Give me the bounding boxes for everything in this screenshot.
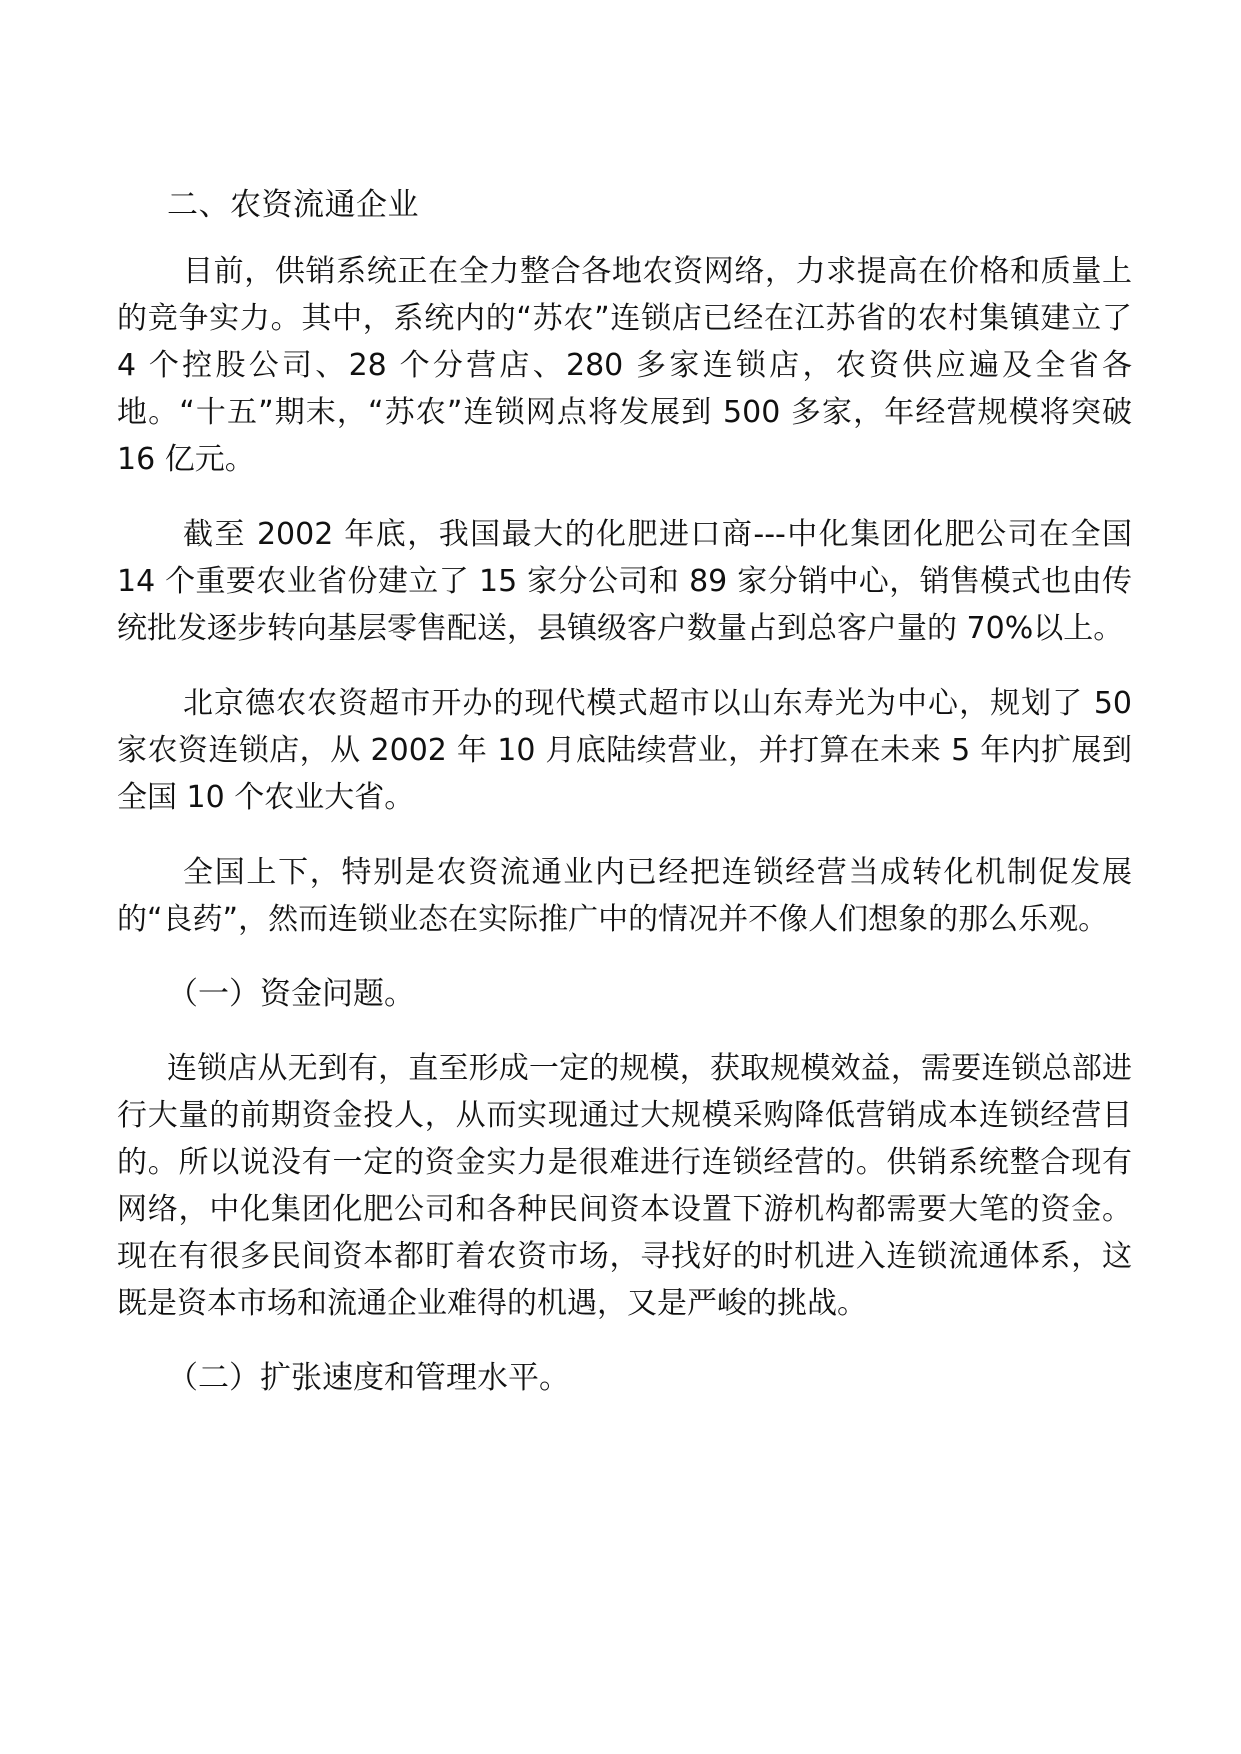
paragraph-chain-outlook: 全国上下，特别是农资流通业内已经把连锁经营当成转化机制促发展的“良药”，然而连锁业态在实际推广中的情况并不像人们想象的那么乐观。 <box>117 855 1132 937</box>
paragraph-sunong-chain: 目前，供销系统正在全力整合各地农资网络，力求提高在价格和质量上的竞争实力。其中，系统内的“苏农”连锁店已经在江苏省的农村集镇建立了 4 个控股公司、28 个分营店、280 多家连锁店，农资供应遍及全省各地。“十五”期末，“苏农”连锁网点将发展到 500 多家，年经营规模将突破 16 亿元。 <box>117 254 1132 477</box>
subsection-expansion-title: （二）扩张速度和管理水平。 <box>167 1360 570 1396</box>
paragraph-sinochem-fertilizer: 截至 2002 年底，我国最大的化肥进口商---中化集团化肥公司在全国 14 个重要农业省份建立了 15 家分公司和 89 家分销中心，销售模式也由传统批发逐步转向基层零售配送，县镇级客户数量占到总客户量的 70%以上。 <box>117 517 1132 646</box>
section-title: 二、农资流通企业 <box>167 187 419 223</box>
paragraph-beijing-denong: 北京德农农资超市开办的现代模式超市以山东寿光为中心，规划了 50 家农资连锁店，从 2002 年 10 月底陆续营业，并打算在未来 5 年内扩展到全国 10 个农业大省。 <box>117 686 1132 815</box>
document-body <box>117 182 1132 1429</box>
subsection-funding-title: （一）资金问题。 <box>167 976 415 1012</box>
subsection-funding-body: 连锁店从无到有，直至形成一定的规模，获取规模效益，需要连锁总部进行大量的前期资金投人，从而实现通过大规模采购降低营销成本连锁经营目的。所以说没有一定的资金实力是很难进行连锁经营的。供销系统整合现有网络，中化集团化肥公司和各种民间资本设置下游机构都需要大笔的资金。现在有很多民间资本都盯着农资市场，寻找好的时机进入连锁流通体系，这既是资本市场和流通企业难得的机遇，又是严峻的挑战。 <box>117 1051 1132 1321</box>
